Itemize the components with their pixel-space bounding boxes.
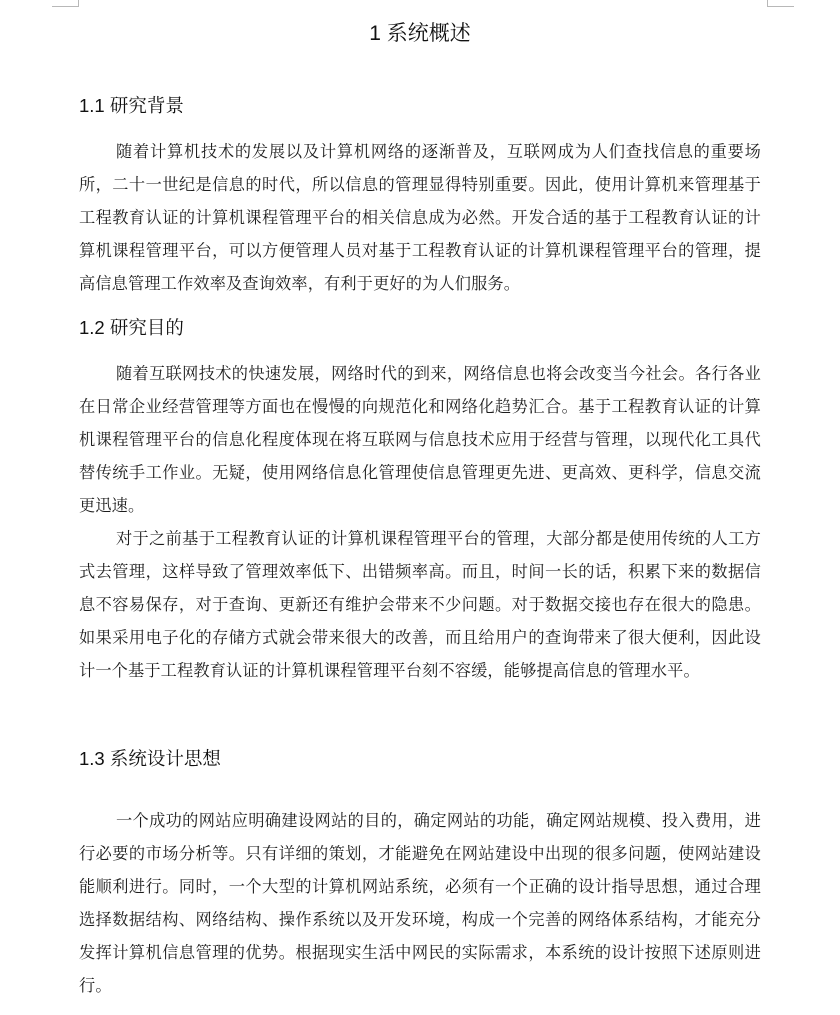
page-corner-mark-right <box>767 0 794 7</box>
paragraph-research-purpose-1: 随着互联网技术的快速发展，网络时代的到来，网络信息也将会改变当今社会。各行各业在日常企业经营管理等方面也在慢慢的向规范化和网络化趋势汇合。基于工程教育认证的计算机课程管理平台的信息化程度体现在将互联网与信息技术应用于经营与管理，以现代化工具代替传统手工作业。无疑，使用网络信息化管理使信息管理更先进、更高效、更科学，信息交流更迅速。 <box>79 364 761 515</box>
chapter-title: 1 系统概述 <box>369 22 471 45</box>
paragraph-research-purpose-2: 对于之前基于工程教育认证的计算机课程管理平台的管理，大部分都是使用传统的人工方式去管理，这样导致了管理效率低下、出错频率高。而且，时间一长的话，积累下来的数据信息不容易保存，对于查询、更新还有维护会带来不少问题。对于数据交接也存在很大的隐患。如果采用电子化的存储方式就会带来很大的改善，而且给用户的查询带来了很大便利，因此设计一个基于工程教育认证的计算机课程管理平台刻不容缓，能够提高信息的管理水平。 <box>79 529 761 680</box>
paragraph-design-philosophy: 一个成功的网站应明确建设网站的目的，确定网站的功能，确定网站规模、投入费用，进行必要的市场分析等。只有详细的策划，才能避免在网站建设中出现的很多问题，使网站建设能顺利进行。同时，一个大型的计算机网站系统，必须有一个正确的设计指导思想，通过合理选择数据结构、网络结构、操作系统以及开发环境，构成一个完善的网络体系结构，才能充分发挥计算机信息管理的优势。根据现实生活中网民的实际需求，本系统的设计按照下述原则进行。 <box>79 811 761 995</box>
section-heading-research-background: 1.1 研究背景 <box>79 95 184 116</box>
section-heading-design-philosophy: 1.3 系统设计思想 <box>79 748 221 769</box>
paragraph-research-background: 随着计算机技术的发展以及计算机网络的逐渐普及，互联网成为人们查找信息的重要场所，二十一世纪是信息的时代，所以信息的管理显得特别重要。因此，使用计算机来管理基于工程教育认证的计算机课程管理平台的相关信息成为必然。开发合适的基于工程教育认证的计算机课程管理平台，可以方便管理人员对基于工程教育认证的计算机课程管理平台的管理，提高信息管理工作效率及查询效率，有利于更好的为人们服务。 <box>79 142 761 293</box>
page-corner-mark-left <box>52 0 79 7</box>
section-heading-research-purpose: 1.2 研究目的 <box>79 317 184 338</box>
